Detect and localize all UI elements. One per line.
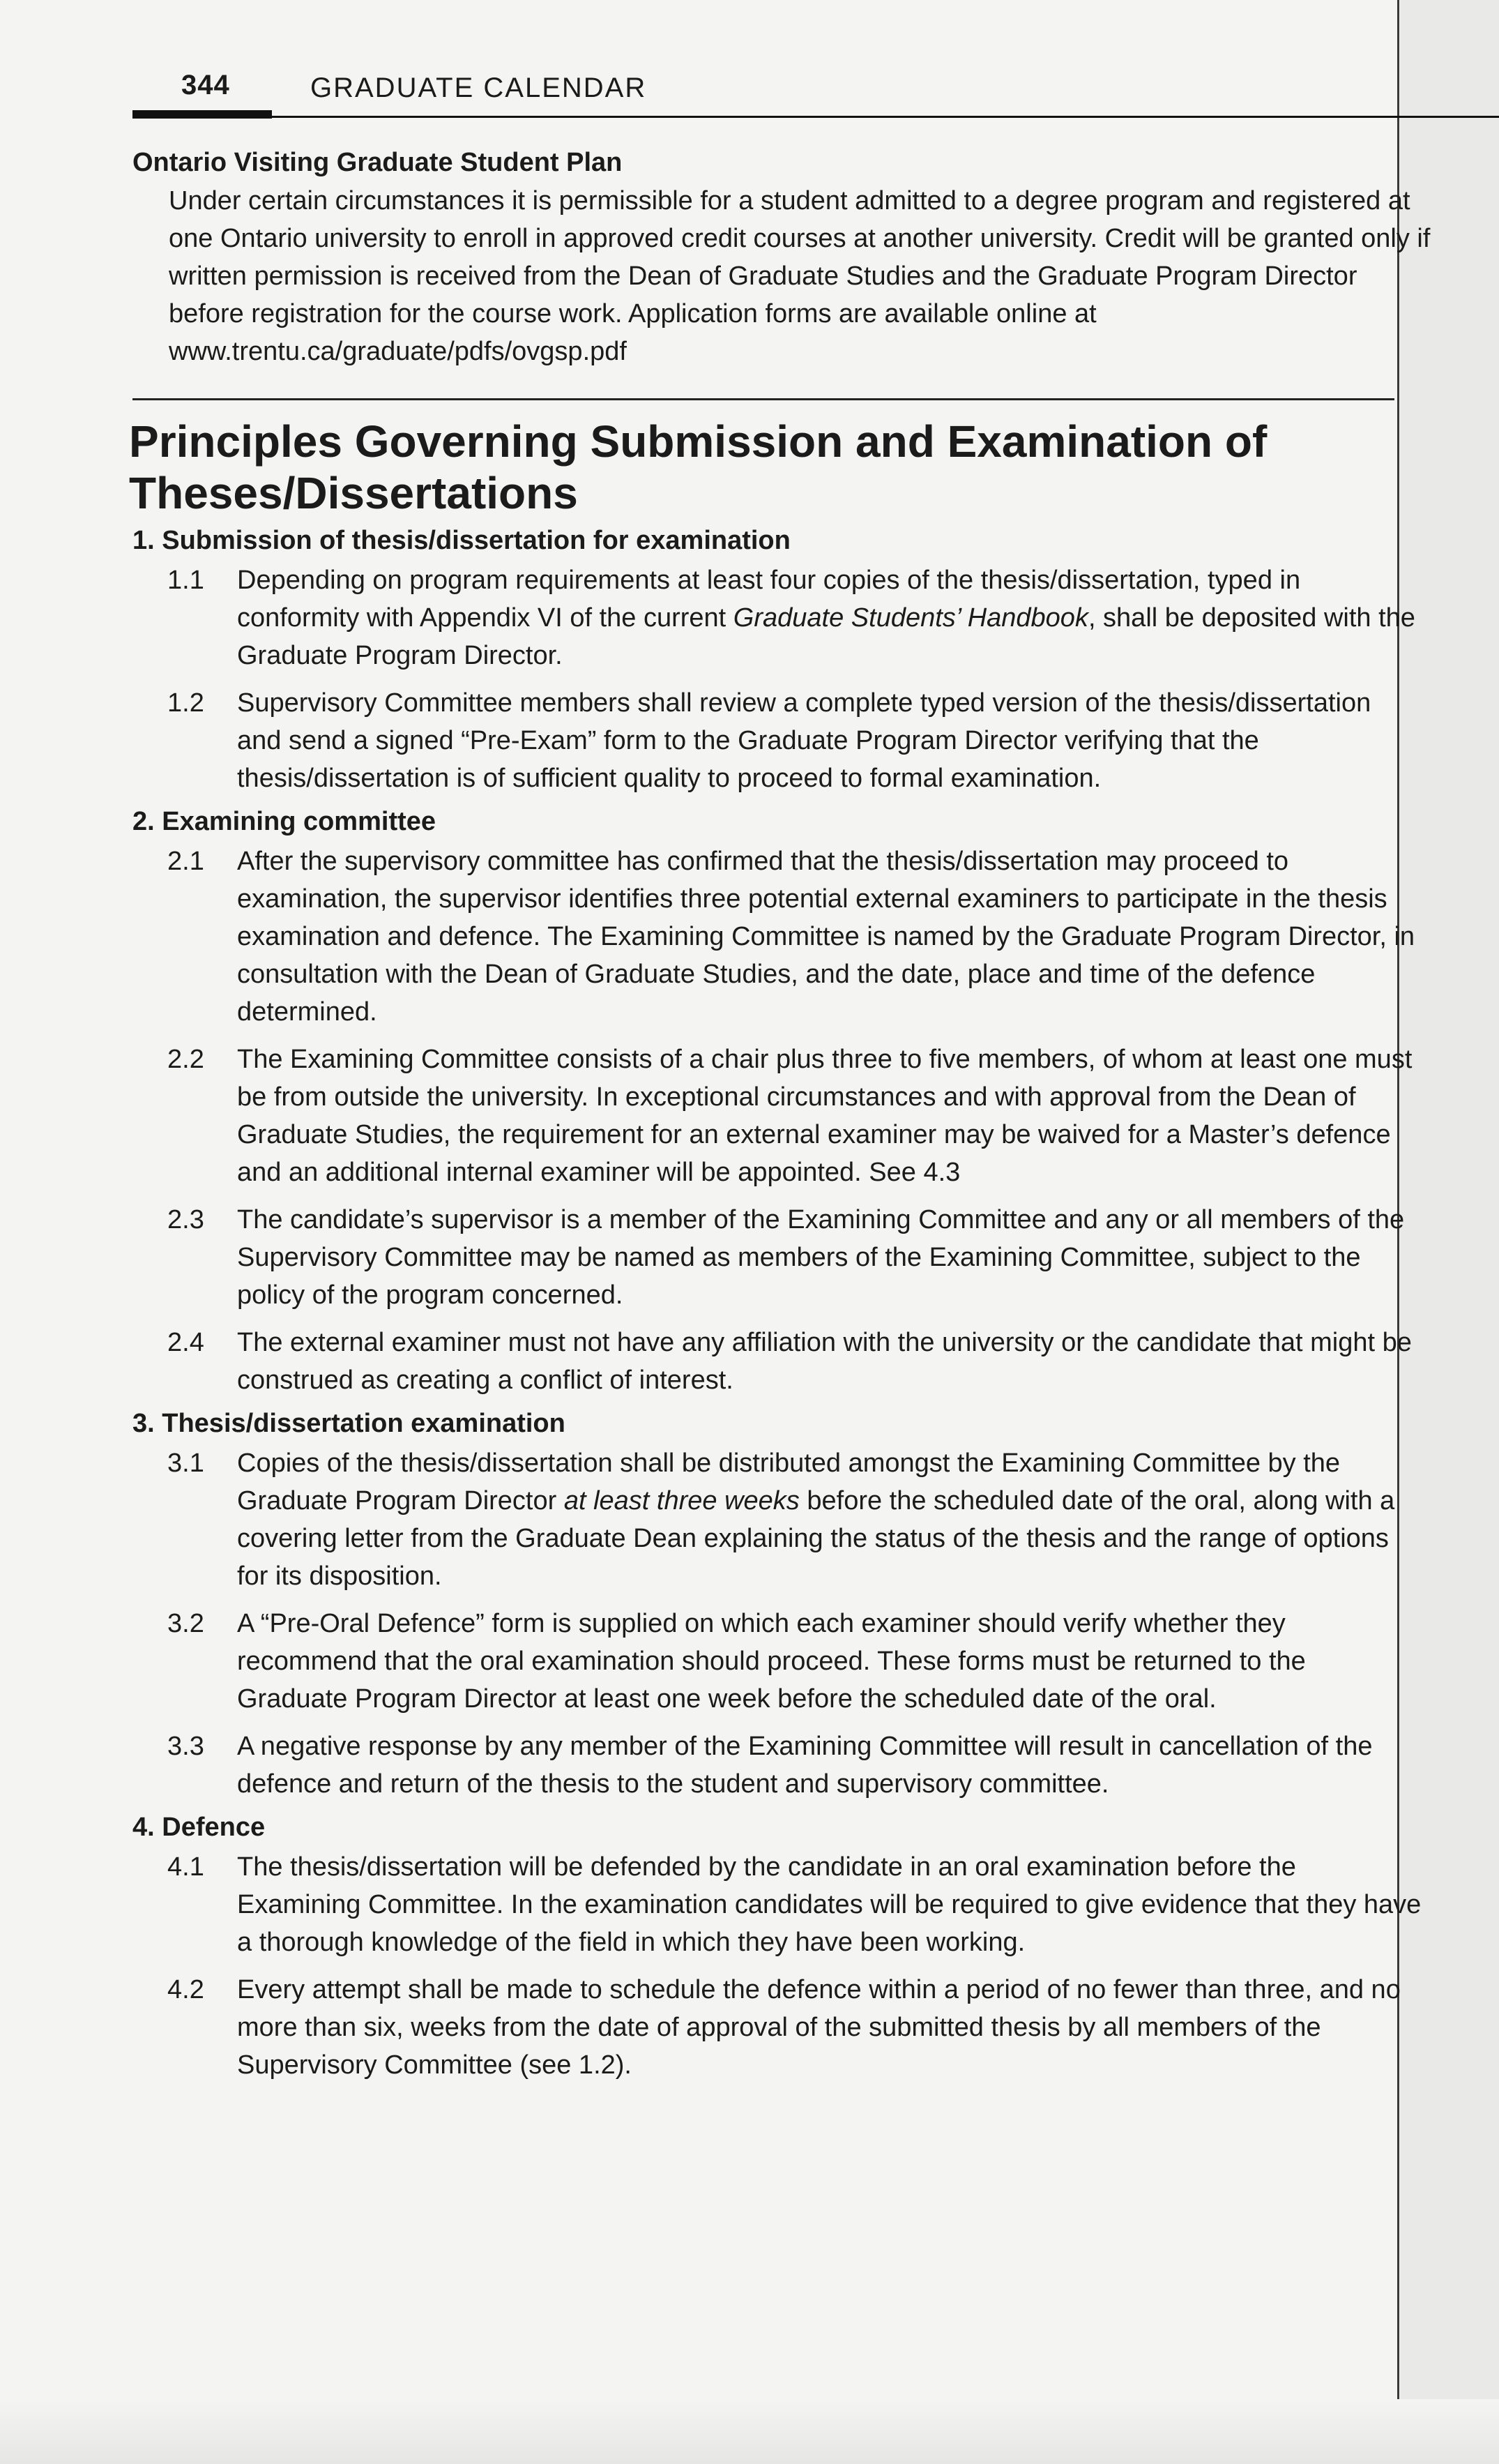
item-text-part: A “Pre-Oral Defence” form is supplied on which each examiner should verify whether they recommend that the oral examination should proceed. These forms must be returned to the Graduate Program Director at least one week before the scheduled date of the oral. <box>237 1609 1306 1714</box>
item-text <box>237 1201 1422 1314</box>
header-rule <box>272 116 1499 118</box>
item-text <box>237 1041 1422 1191</box>
item-text <box>237 842 1422 1031</box>
item-text <box>237 1444 1422 1595</box>
item-text-part: Depending on program requirements at least four copies of the thesis/dissertation, typed in conformity with Appendix VI of the current <box>237 566 1301 633</box>
item-number: 3.3 <box>167 1732 204 1761</box>
item-number: 2.1 <box>167 847 204 876</box>
list-item <box>122 561 1447 674</box>
page-title: Principles Governing Submission and Examination of Theses/Dissertations <box>129 416 1268 518</box>
list-item <box>122 684 1447 797</box>
item-text-part: Supervisory Committee members shall review a complete typed version of the thesis/dissertation and send a signed “Pre-Exam” form to the Graduate Program Director verifying that the thesis/dissertation is of sufficient quality to proceed to formal examination. <box>237 688 1371 793</box>
list-item <box>122 842 1447 1031</box>
item-text-part: The external examiner must not have any affiliation with the university or the candidate that might be construed as creating a conflict of interest. <box>237 1328 1412 1395</box>
item-number: 4.2 <box>167 1975 204 2004</box>
item-number: 2.2 <box>167 1045 204 1074</box>
item-text <box>237 1605 1422 1718</box>
running-head: GRADUATE CALENDAR <box>310 73 647 103</box>
ovgsp-heading: Ontario Visiting Graduate Student Plan <box>132 148 623 177</box>
item-text-part: The thesis/dissertation will be defended by the candidate in an oral examination before the Examining Committee. In the examination candidates will be required to give evidence that they have a thorough knowledge of the field in which they have been working. <box>237 1852 1422 1957</box>
item-number: 4.1 <box>167 1852 204 1882</box>
item-number: 3.2 <box>167 1609 204 1638</box>
section-heading: 1. Submission of thesis/dissertation for examination <box>132 526 791 555</box>
item-text-part: Every attempt shall be made to schedule the defence within a period of no fewer than three, and no more than six, weeks from the date of approval of the submitted thesis by all members of the Supervisory Committee (see 1.2). <box>237 1975 1401 2080</box>
item-text-part: , shall be deposited with the Graduate Program Director. <box>237 603 1415 670</box>
scan-bottom-shade <box>0 2399 1499 2464</box>
item-number: 2.3 <box>167 1205 204 1234</box>
section-divider <box>132 398 1394 400</box>
section-heading: 4. Defence <box>132 1813 266 1842</box>
item-text-part: The Examining Committee consists of a chair plus three to five members, of whom at least one must be from outside the university. In exceptional circumstances and with approval from the Dean of Graduate Studies, the requirement for an external examiner may be waived for a Master’s defence and an additional internal examiner will be appointed. See 4.3 <box>237 1045 1413 1187</box>
item-text-part: After the supervisory committee has confirmed that the thesis/dissertation may proceed to examination, the supervisor identifies three potential external examiners to participate in the thesis examination and defence. The Examining Committee is named by the Graduate Program Director, in consultation with the Dean of Graduate Studies, and the date, place and time of the defence determined. <box>237 847 1415 1027</box>
item-text <box>237 684 1422 797</box>
list-item <box>122 1605 1447 1718</box>
list-item <box>122 1444 1447 1595</box>
item-number: 1.1 <box>167 566 204 595</box>
item-number: 2.4 <box>167 1328 204 1357</box>
list-item <box>122 1324 1447 1399</box>
item-text-italic: Graduate Students’ Handbook <box>733 603 1088 633</box>
list-item <box>122 1728 1447 1803</box>
item-number: 3.1 <box>167 1449 204 1478</box>
page-number: 344 <box>181 70 230 100</box>
page-header <box>132 70 1443 126</box>
item-text <box>237 1728 1422 1803</box>
item-text-italic: at least three weeks <box>563 1486 800 1516</box>
list-item <box>122 1041 1447 1191</box>
section-heading: 2. Examining committee <box>132 807 436 836</box>
item-text-part: The candidate’s supervisor is a member of the Examining Committee and any or all members of the Supervisory Committee may be named as members of the Examining Committee, subject to the policy of the program concerned. <box>237 1205 1405 1310</box>
item-text-part: before the scheduled date of the oral, along with a covering letter from the Graduate Dean explaining the status of the thesis and the range of options for its disposition. <box>237 1486 1395 1591</box>
page-content <box>122 148 1447 2094</box>
list-item <box>122 1848 1447 1961</box>
item-text-part: A negative response by any member of the Examining Committee will result in cancellation of the defence and return of the thesis to the student and supervisory committee. <box>237 1732 1373 1799</box>
item-text-part: Copies of the thesis/dissertation shall be distributed amongst the Examining Committee by the Graduate Program Director <box>237 1449 1341 1516</box>
item-text <box>237 561 1422 674</box>
ovgsp-paragraph: Under certain circumstances it is permissible for a student admitted to a degree program and registered at one Ontario university to enroll in approved credit courses at another university. Credit will be granted only if written permission is received from the Dean of Graduate Studies and the Graduate Program Director before registration for the course work. Application forms are available online at www.trentu.ca/graduate/pdfs/ovgsp.pdf <box>169 186 1431 366</box>
list-item <box>122 1201 1447 1314</box>
item-text <box>237 1324 1422 1399</box>
list-item <box>122 1971 1447 2084</box>
header-bar <box>132 110 272 119</box>
item-text <box>237 1971 1422 2084</box>
item-number: 1.2 <box>167 688 204 718</box>
item-text <box>237 1848 1422 1961</box>
section-heading: 3. Thesis/dissertation examination <box>132 1409 565 1438</box>
